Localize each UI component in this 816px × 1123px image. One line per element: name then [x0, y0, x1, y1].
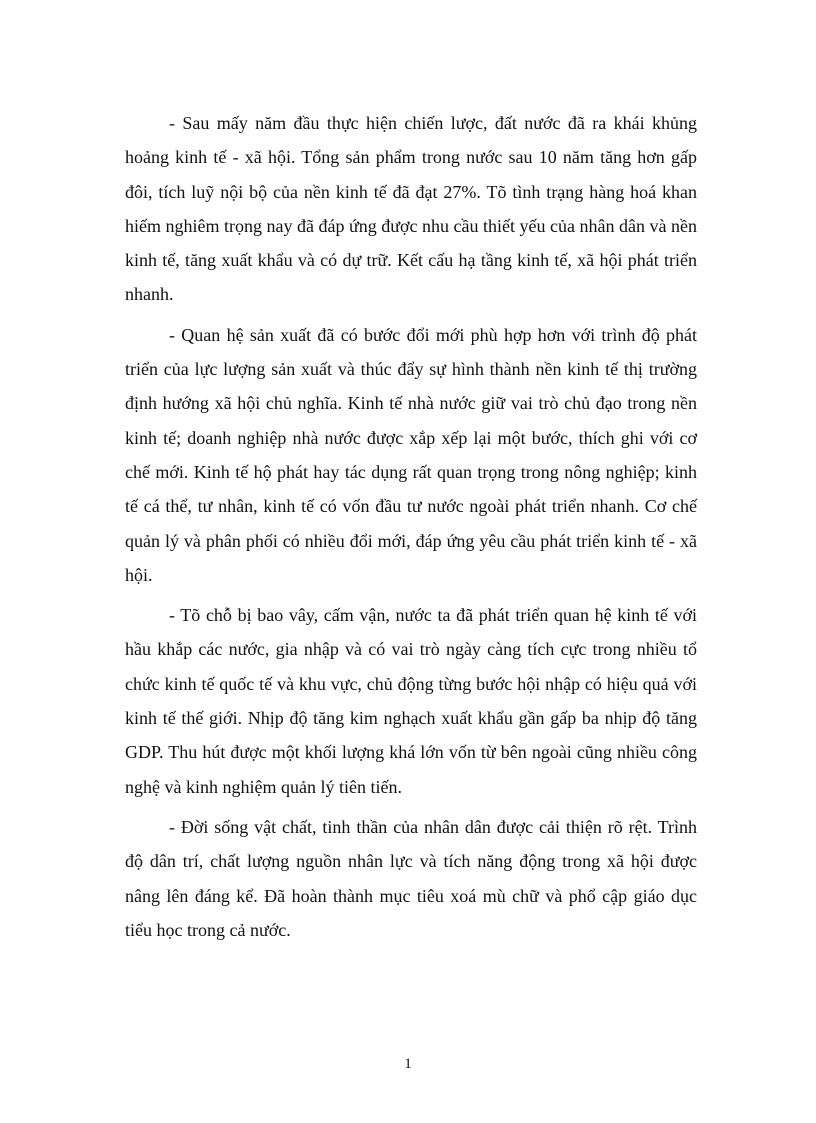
paragraph-economic-crisis: - Sau mấy năm đầu thực hiện chiến lược, đất nước đã ra khái khủng hoảng kinh tế - xã hội. Tổng sản phẩm trong nước sau 10 năm tăng hơn gấp đôi, tích luỹ nội bộ của nền kinh tế đã đạt 27%. Tõ tình trạng hàng hoá khan hiếm nghiêm trọng nay đã đáp ứng được nhu cầu thiết yếu của nhân dân và nền kinh tế, tăng xuất khẩu và có dự trữ. Kết cấu hạ tầng kinh tế, xã hội phát triển nhanh. — [125, 113, 697, 305]
document-body — [125, 106, 697, 953]
page-number: 1 — [404, 1056, 412, 1072]
paragraph-production-relations: - Quan hệ sản xuất đã có bước đổi mới phù hợp hơn với trình độ phát triển của lực lượng sản xuất và thúc đẩy sự hình thành nền kinh tế thị trường định hướng xã hội chủ nghĩa. Kinh tế nhà nước giữ vai trò chủ đạo trong nền kinh tế; doanh nghiệp nhà nước được xắp xếp lại một bước, thích ghi với cơ chế mới. Kinh tế hộ phát hay tác dụng rất quan trọng trong nông nghiệp; kinh tế cá thể, tư nhân, kinh tế có vốn đầu tư nước ngoài phát triển nhanh. Cơ chế quản lý và phân phối có nhiều đổi mới, đáp ứng yêu cầu phát triển kinh tế - xã hội. — [125, 324, 697, 585]
paragraph-foreign-relations: - Tõ chỗ bị bao vây, cấm vận, nước ta đã phát triển quan hệ kinh tế với hầu khắp các nước, gia nhập và có vai trò ngày càng tích cực trong nhiều tổ chức kinh tế quốc tế và khu vực, chủ động từng bước hội nhập có hiệu quả với kinh tế thế giới. Nhịp độ tăng kim nghạch xuất khẩu gần gấp ba nhịp độ tăng GDP. Thu hút được một khối lượng khá lớn vốn từ bên ngoài cũng nhiều công nghệ và kinh nghiệm quản lý tiên tiến. — [125, 605, 697, 797]
paragraph-living-standards: - Đời sống vật chất, tinh thần của nhân dân được cải thiện rõ rệt. Trình độ dân trí, chất lượng nguồn nhân lực và tích năng động trong xã hội được nâng lên đáng kể. Đã hoàn thành mục tiêu xoá mù chữ và phổ cập giáo dục tiểu học trong cả nước. — [125, 816, 697, 940]
